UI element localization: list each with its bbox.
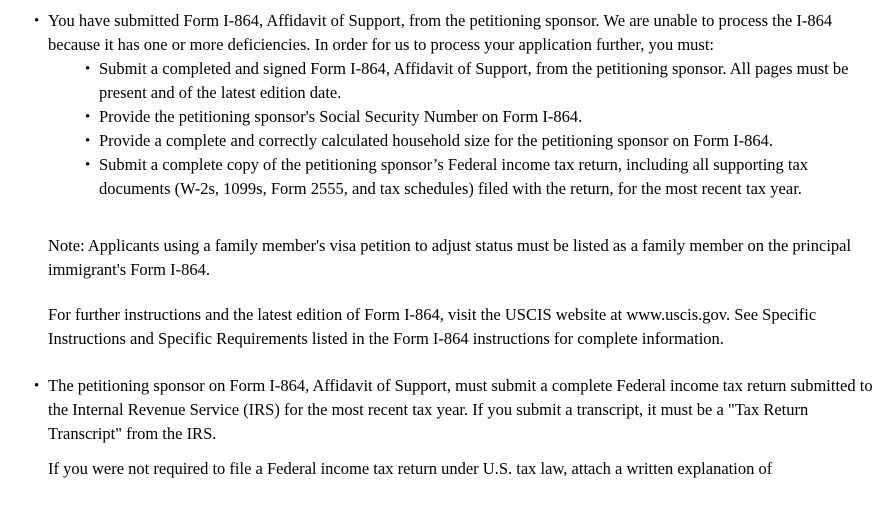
bullet-icon: • xyxy=(85,133,91,149)
requirement-item xyxy=(85,153,879,201)
requirement-text: Submit a complete copy of the petitioning sponsor’s Federal income tax return, including all supporting tax documents (W-2s, 1099s, Form 2555, and tax schedules) filed with the return, for the most recent tax year. xyxy=(99,155,809,198)
bullet-icon: • xyxy=(34,378,40,394)
requirement-text: Submit a completed and signed Form I-864, Affidavit of Support, from the petitioning sponsor. All pages must be present and of the latest edition date. xyxy=(99,59,849,102)
bullet-icon: • xyxy=(34,13,40,29)
requirement-text: Provide the petitioning sponsor's Social Security Number on Form I-864. xyxy=(99,107,583,126)
instructions-paragraph xyxy=(48,303,878,351)
requirement-text: Provide a complete and correctly calculated household size for the petitioning sponsor on Form I-864. xyxy=(99,131,774,150)
bullet-icon: • xyxy=(85,61,91,77)
instructions-text: For further instructions and the latest edition of Form I-864, visit the USCIS website at www.uscis.gov. See Specific Instructions and Specific Requirements listed in the Form I-864 instructions for complete information. xyxy=(48,305,817,348)
deficiency-bullet xyxy=(34,9,878,57)
requirement-item xyxy=(85,105,879,129)
note-text: Note: Applicants using a family member's visa petition to adjust status must be listed as a family member on the principal immigrant's Form I-864. xyxy=(48,236,852,279)
final-paragraph xyxy=(48,457,878,481)
tax-return-bullet-text: The petitioning sponsor on Form I-864, Affidavit of Support, must submit a complete Federal income tax return submitted to the Internal Revenue Service (IRS) for the most recent tax year. If you submit a transcript, it must be a "Tax Return Transcript" from the IRS. xyxy=(48,376,873,443)
requirement-item xyxy=(85,129,879,153)
deficiency-bullet-text: You have submitted Form I-864, Affidavit of Support, from the petitioning sponsor. We are unable to process the I-864 because it has one or more deficiencies. In order for us to process your application further, you must: xyxy=(48,11,833,54)
bullet-icon: • xyxy=(85,109,91,125)
bullet-icon: • xyxy=(85,157,91,173)
note-paragraph xyxy=(48,234,878,282)
requirement-item xyxy=(85,57,879,105)
final-paragraph-text: If you were not required to file a Federal income tax return under U.S. tax law, attach a written explanation of xyxy=(48,459,773,478)
tax-return-bullet xyxy=(34,374,878,446)
requirements-list xyxy=(85,57,879,201)
